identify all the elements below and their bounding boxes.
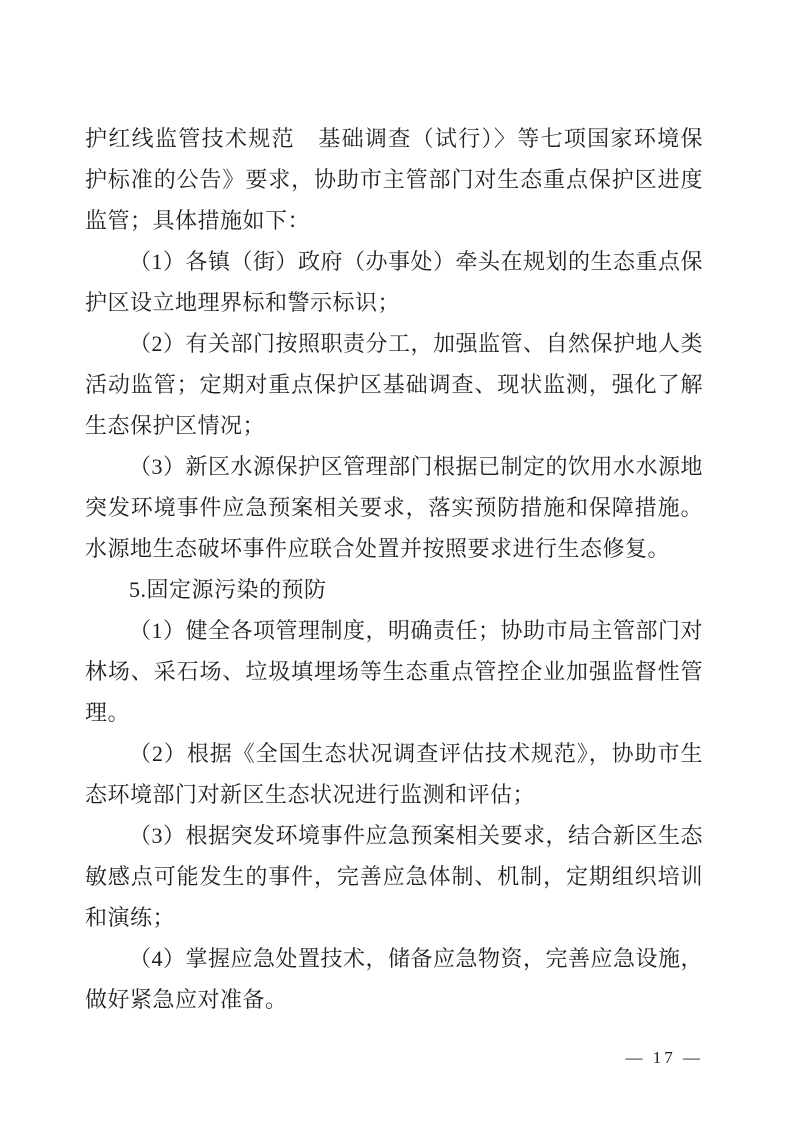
section-heading-5: 5.固定源污染的预防 [129, 577, 327, 602]
paragraph-item-4: （1）健全各项管理制度，明确责任；协助市局主管部门对林场、采石场、垃圾填埋场等生态重点管控企业加强监督性管理。 [85, 618, 704, 725]
paragraph-item-2: （2）有关部门按照职责分工，加强监管、自然保护地人类活动监管；定期对重点保护区基础调查、现状监测，强化了解生态保护区情况； [85, 331, 704, 438]
document-body [85, 118, 703, 1020]
paragraph-item-3: （3）新区水源保护区管理部门根据已制定的饮用水水源地突发环境事件应急预案相关要求，落实预防措施和保障措施。水源地生态破坏事件应联合处置并按照要求进行生态修复。 [85, 454, 704, 561]
paragraph-item-5: （2）根据《全国生态状况调查评估技术规范》，协助市生态环境部门对新区生态状况进行监测和评估； [85, 741, 703, 807]
paragraph-item-7: （4）掌握应急处置技术，储备应急物资，完善应急设施，做好紧急应对准备。 [85, 946, 704, 1012]
paragraph-continuation: 护红线监管技术规范 基础调查（试行）〉等七项国家环境保护标准的公告》要求，协助市主管部门对生态重点保护区进度监管；具体措施如下： [85, 126, 703, 233]
paragraph-item-1: （1）各镇（街）政府（办事处）牵头在规划的生态重点保护区设立地理界标和警示标识； [85, 249, 704, 315]
paragraph-item-6: （3）根据突发环境事件应急预案相关要求，结合新区生态敏感点可能发生的事件，完善应急体制、机制，定期组织培训和演练； [85, 823, 704, 930]
page-number: — 17 — [625, 1048, 703, 1067]
page-footer [626, 1048, 704, 1068]
